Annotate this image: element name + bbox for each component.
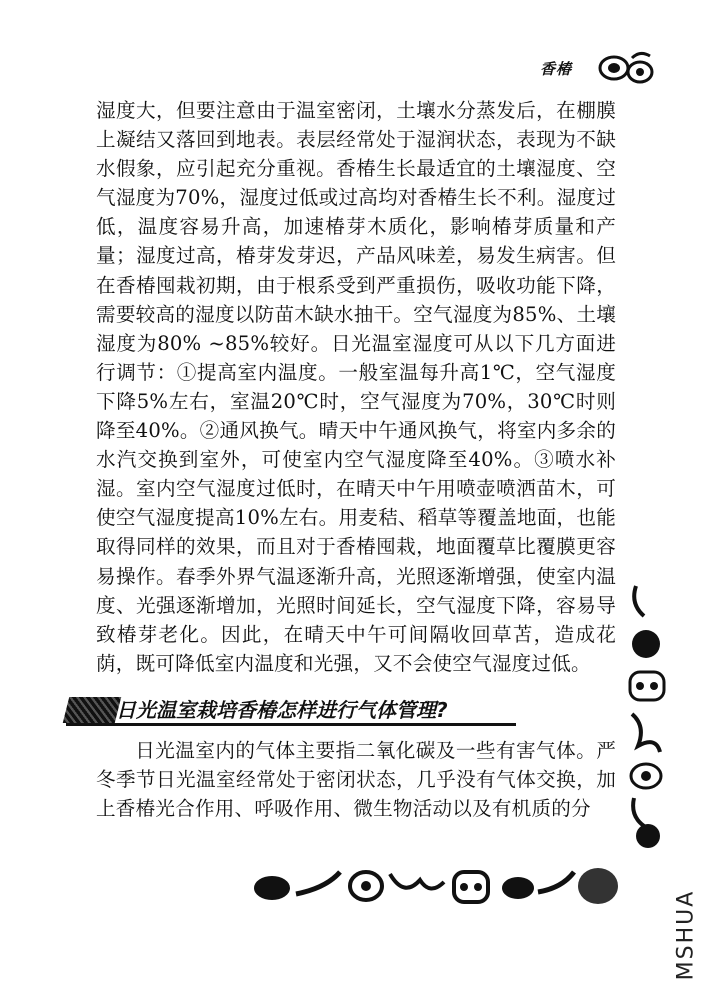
question-badge xyxy=(63,697,121,723)
question-heading xyxy=(66,694,516,726)
body-paragraph-2: 日光温室内的气体主要指二氧化碳及一些有害气体。严冬季节日光温室经常处于密闭状态，几乎没有气体交换，加上香椿光合作用、呼吸作用、微生物活动以及有机质的分 xyxy=(96,738,616,821)
header-title: 香椿 xyxy=(540,60,573,78)
question-title: 日光温室栽培香椿怎样进行气体管理? xyxy=(116,697,448,722)
running-header xyxy=(520,48,670,88)
body-paragraph: 湿度大，但要注意由于温室密闭，土壤水分蒸发后，在棚膜上凝结又落回到地表。表层经常处于湿润状态，表现为不缺水假象，应引起充分重视。香椿生长最适宜的土壤湿度、空气湿度为70%，湿度过低或过高均对香椿生长不利。湿度过低，温度容易升高，加速椿芽木质化，影响椿芽质量和产量；湿度过高，椿芽发芽迟，产品风味差，易发生病害。但在香椿囤栽初期，由于根系受到严重损伤，吸收功能下降，需要较高的湿度以防苗木缺水抽干。空气湿度为85%、土壤湿度为80% ~85%较好。日光温室湿度可从以下几方面进行调节：①提高室内温度。一般室温每升高1℃，空气湿度下降5%左右，室温20℃时，空气湿度为70%，30℃时则降至40%。②通风换气。晴天中午通风换气，将室内多余的水汽交换到室外，可使室内空气湿度降至40%。③喷水补湿。室内空气湿度过低时，在晴天中午用喷壶喷洒苗木，可使空气湿度提高10%左右。用麦秸、稻草等覆盖地面，也能取得同样的效果，而且对于香椿囤栽，地面覆草比覆膜更容易操作。春季外界气温逐渐升高，光照逐渐增强，使室内温度、光强逐渐增加，光照时间延长，空气湿度下降，容易导致椿芽老化。因此，在晴天中午可间隔收回草苫，造成花荫，既可降低室内温度和光强，又不会使空气湿度过低。 xyxy=(96,99,616,675)
page-content xyxy=(96,96,616,823)
watermark-text: MSHUA xyxy=(673,889,699,981)
heading-underline xyxy=(66,723,516,726)
watermark xyxy=(668,880,704,990)
vegetable-footer-icon xyxy=(250,862,620,912)
vegetable-icon xyxy=(596,48,666,88)
vegetable-border-icon xyxy=(622,580,672,850)
